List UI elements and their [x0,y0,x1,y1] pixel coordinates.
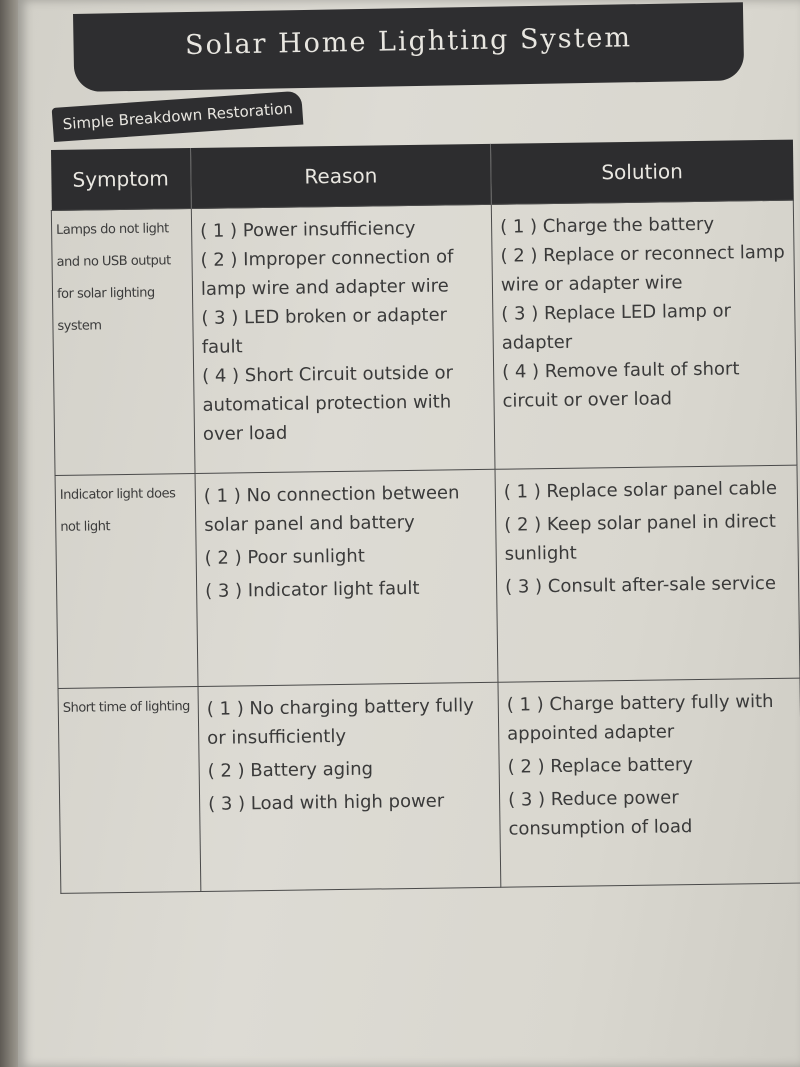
solution-item: ( 2 ) Replace battery [507,754,694,778]
solution-cell [498,678,800,887]
solution-item: ( 3 ) Reduce power consumption of load [507,787,693,840]
header-solution: Solution [490,140,793,205]
reason-item: ( 1 ) No charging battery fully or insufficiently [206,695,475,749]
table-row [55,465,800,688]
header-reason: Reason [190,144,491,209]
reason-item: ( 3 ) Indicator light fault [205,577,420,602]
reason-item: ( 4 ) Short Circuit outside or automatical protection with over load [202,362,454,445]
title-banner [73,2,744,92]
reason-item: ( 1 ) Power insufficiency [200,217,416,242]
solution-cell [491,200,797,469]
symptom-cell: Indicator light does not light [55,474,198,689]
troubleshooting-table [50,140,800,894]
solution-item: ( 4 ) Remove fault of short circuit or over load [502,358,740,412]
reason-cell [198,682,501,891]
solution-item: ( 3 ) Consult after-sale service [505,572,777,598]
solution-item: ( 3 ) Replace LED lamp or adapter [501,300,732,354]
solution-item: ( 1 ) Charge battery fully with appointed adapter [506,690,774,745]
symptom-cell: Short time of lighting [58,686,201,893]
solution-item: ( 2 ) Keep solar panel in direct sunlight [504,510,777,565]
reason-item: ( 3 ) Load with high power [208,790,445,815]
reason-item: ( 1 ) No connection between solar panel and battery [203,482,460,536]
reason-cell [195,469,498,686]
table-row [51,200,797,475]
page-title: Solar Home Lighting System [184,22,633,62]
symptom-cell: Lamps do not light and no USB output for solar lighting system [51,209,195,476]
solution-item: ( 1 ) Replace solar panel cable [503,477,778,503]
manual-page [18,0,800,1067]
reason-item: ( 2 ) Improper connection of lamp wire and adapter wire [200,246,454,300]
troubleshooting-table-container [50,140,800,920]
reason-item: ( 2 ) Battery aging [207,758,374,782]
table-header-row [50,140,793,211]
solution-cell [495,465,800,682]
table-row [58,678,800,893]
section-heading: Simple Breakdown Restoration [52,91,304,142]
reason-cell [191,204,495,473]
solution-item: ( 2 ) Replace or reconnect lamp wire or adapter wire [500,241,785,296]
reason-item: ( 3 ) LED broken or adapter fault [201,304,448,358]
header-symptom: Symptom [50,148,191,210]
solution-item: ( 1 ) Charge the battery [499,213,715,238]
reason-item: ( 2 ) Poor sunlight [204,545,365,569]
